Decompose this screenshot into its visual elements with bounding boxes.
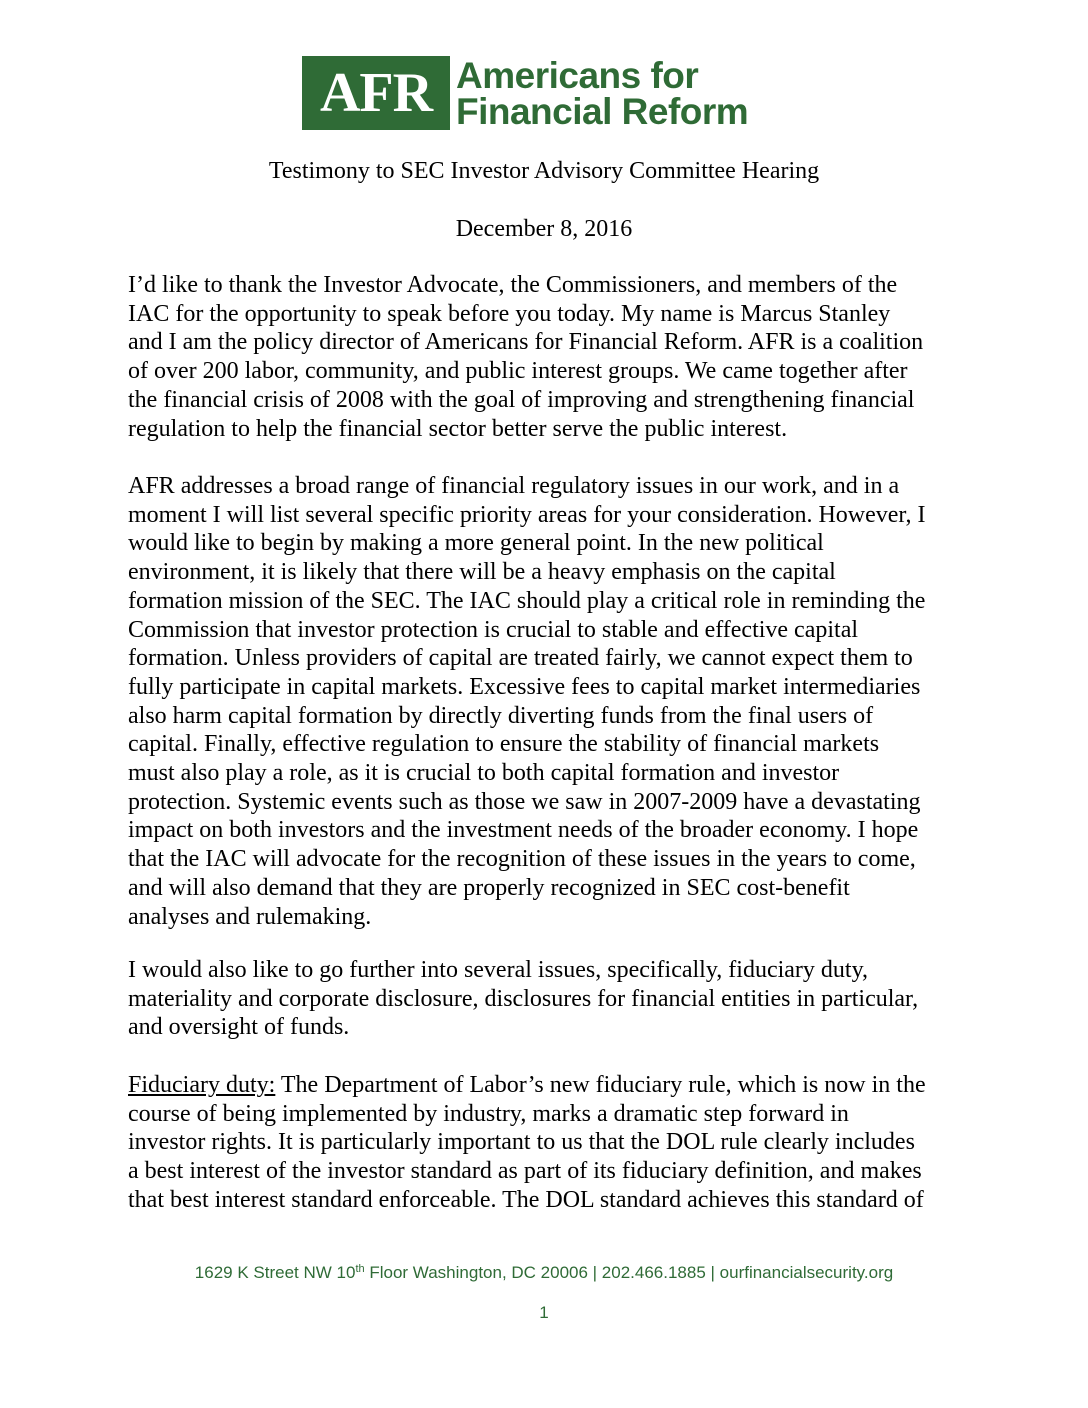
text-line: capital. Finally, effective regulation to ensure the stability of financial markets xyxy=(128,731,880,758)
footer-address-rest: Floor Washington, DC 20006 | 202.466.1885 | ourfinancialsecurity.org xyxy=(364,1263,894,1282)
text-line: and oversight of funds. xyxy=(128,1014,350,1041)
paragraph-intro xyxy=(128,271,968,443)
paragraph-fiduciary-duty xyxy=(128,1071,968,1215)
text-line: the financial crisis of 2008 with the goal of improving and strengthening financial xyxy=(128,386,915,413)
text-line: must also play a role, as it is crucial to both capital formation and investor xyxy=(128,760,840,787)
text-line: that best interest standard enforceable. The DOL standard achieves this standard of xyxy=(128,1186,924,1213)
text-line: formation mission of the SEC. The IAC should play a critical role in reminding the xyxy=(128,587,926,614)
fiduciary-duty-first-line: The Department of Labor’s new fiduciary rule, which is now in the xyxy=(275,1072,926,1098)
footer-address-street: 1629 K Street NW 10 xyxy=(194,1263,356,1282)
fiduciary-duty-heading: Fiduciary duty: xyxy=(128,1072,276,1098)
footer-address xyxy=(0,1262,1088,1284)
text-line: materiality and corporate disclosure, disclosures for financial entities in particular, xyxy=(128,985,919,1012)
text-line: course of being implemented by industry, marks a dramatic step forward in xyxy=(128,1100,849,1127)
page-number: 1 xyxy=(539,1303,549,1322)
text-line: moment I will list several specific priority areas for your consideration. However, I xyxy=(128,501,926,528)
text-line: of over 200 labor, community, and public interest groups. We came together after xyxy=(128,358,908,385)
paragraph-general-point xyxy=(128,472,968,931)
text-line: a best interest of the investor standard as part of its fiduciary definition, and makes xyxy=(128,1158,922,1185)
logo-name-line-1: Americans for xyxy=(456,55,699,96)
text-line: AFR addresses a broad range of financial regulatory issues in our work, and in a xyxy=(128,473,900,499)
text-line: protection. Systemic events such as those we saw in 2007-2009 have a devastating xyxy=(128,788,921,815)
paragraph-issues xyxy=(128,956,968,1042)
document-date: December 8, 2016 xyxy=(455,216,633,242)
text-line: environment, it is likely that there will be a heavy emphasis on the capital xyxy=(128,559,836,586)
text-line: I’d like to thank the Investor Advocate, the Commissioners, and members of the xyxy=(128,272,898,298)
logo-name-line-2: Financial Reform xyxy=(456,91,749,132)
logo-wordmark xyxy=(456,56,748,132)
text-line: and will also demand that they are properly recognized in SEC cost-benefit xyxy=(128,874,850,901)
text-line: also harm capital formation by directly diverting funds from the final users of xyxy=(128,702,874,729)
text-line: I would also like to go further into several issues, specifically, fiduciary duty, xyxy=(128,957,869,983)
logo-initials: AFR xyxy=(302,56,450,130)
text-line: fully participate in capital markets. Excessive fees to capital market intermediaries xyxy=(128,673,921,700)
text-line: IAC for the opportunity to speak before you today. My name is Marcus Stanley xyxy=(128,300,891,327)
text-line: investor rights. It is particularly important to us that the DOL rule clearly includes xyxy=(128,1129,915,1156)
text-line: that the IAC will advocate for the recognition of these issues in the years to come, xyxy=(128,846,916,873)
afr-logo xyxy=(302,56,748,132)
text-line: would like to begin by making a more general point. In the new political xyxy=(128,530,824,557)
text-line: regulation to help the financial sector better serve the public interest. xyxy=(128,415,788,442)
document-title: Testimony to SEC Investor Advisory Committee Hearing xyxy=(268,158,820,184)
text-line: formation. Unless providers of capital are treated fairly, we cannot expect them to xyxy=(128,645,913,672)
text-line xyxy=(128,1071,968,1100)
text-line: analyses and rulemaking. xyxy=(128,903,372,930)
footer-address-superscript: th xyxy=(355,1263,365,1275)
text-line: Commission that investor protection is crucial to stable and effective capital xyxy=(128,616,859,643)
text-line: impact on both investors and the investment needs of the broader economy. I hope xyxy=(128,817,919,844)
text-line: and I am the policy director of Americans for Financial Reform. AFR is a coalition xyxy=(128,329,924,356)
